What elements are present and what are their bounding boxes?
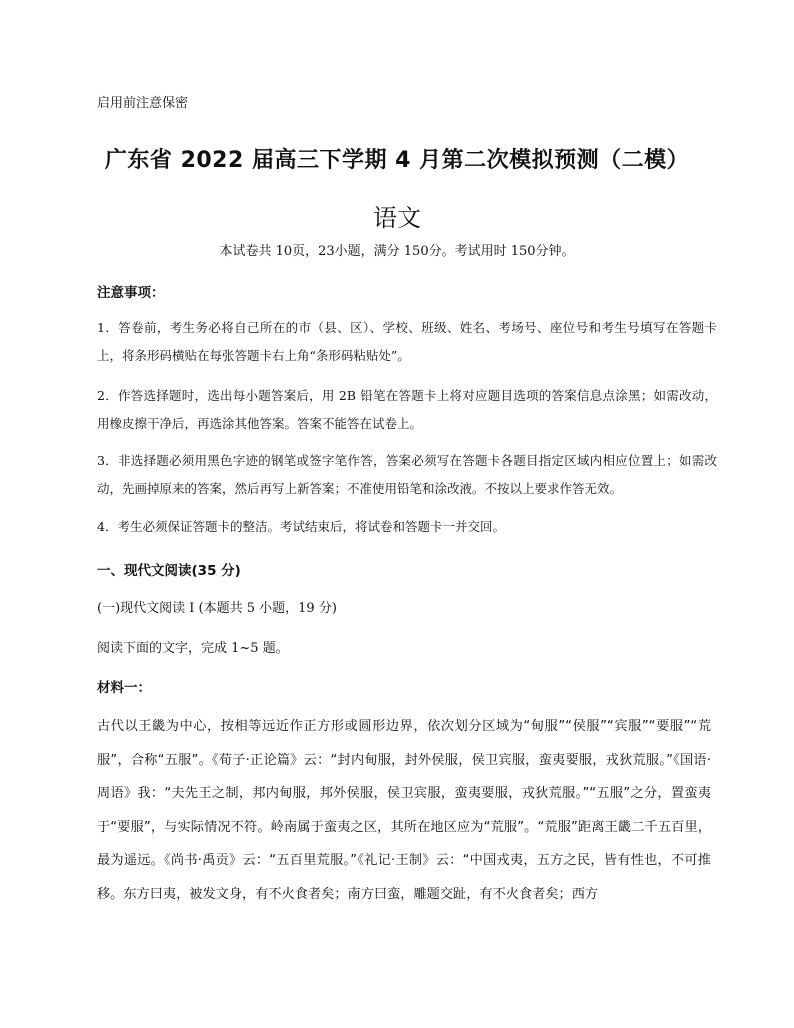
instruction-item-4: 4．考生必须保证答题卡的整洁。考试结束后，将试卷和答题卡一并交回。: [97, 519, 505, 534]
passage-text: 古代以王畿为中心，按相等远近作正方形或圆形边界，依次划分区域为“甸服”“侯服”“宾服”“要服”“荒服”，合称“五服”。《荀子·正论篇》云：“封内甸服，封外侯服，侯卫宾服，蛮夷要服，戎狄荒服。”《国语·周语》我：“夫先王之制，邦内甸服，邦外侯服，侯卫宾服，蛮夷要服，戎狄荒服。”“五服”之分，置蛮夷于“要服”，与实际情况不符。岭南属于蛮夷之区，其所在地区应为“荒服”。“荒服”距离王畿二千五百里，最为遥远。《尚书·禹贡》云：“五百里荒服。”《礼记·王制》云：“中国戎夷，五方之民，皆有性也，不可推移。东方曰夷，被发文身，有不火食者矣；南方曰蛮，雕题交趾，有不火食者矣；西方: [97, 719, 711, 902]
instructions-heading: 注意事项：: [97, 285, 165, 301]
subject-title: 语文: [373, 204, 421, 232]
exam-title: 广东省 2022 届高三下学期 4 月第二次模拟预测（二模）: [104, 148, 690, 173]
material-label: 材料一：: [97, 680, 151, 696]
instruction-item-1: 1．答卷前，考生务必将自己所在的市（县、区）、学校、班级、姓名、考场号、座位号和考生号填写在答题卡上，将条形码横贴在每张答题卡右上角“条形码粘贴处”。: [97, 320, 717, 363]
exam-info: 本试卷共 10页，23小题，满分 150分。考试用时 150分钟。: [219, 244, 575, 259]
section-subheading: (一)现代文阅读 I (本题共 5 小题，19 分): [97, 601, 337, 616]
instruction-item-2: 2．作答选择题时，选出每小题答案后，用 2B 铅笔在答题卡上将对应题目选项的答案信息点涂黑；如需改动，用橡皮擦干净后，再选涂其他答案。答案不能答在试卷上。: [97, 388, 717, 431]
confidential-notice: 启用前注意保密: [97, 96, 189, 111]
instruction-item-3: 3．非选择题必须用黑色字迹的钢笔或签字笔作答，答案必须写在答题卡各题目指定区域内相应位置上；如需改动，先画掉原来的答案，然后再写上新答案；不准使用铅笔和涂改液。不按以上要求作答无效。: [97, 453, 717, 496]
reading-prompt: 阅读下面的文字，完成 1~5 题。: [97, 641, 289, 656]
section-heading: 一、现代文阅读(35 分): [97, 563, 241, 579]
